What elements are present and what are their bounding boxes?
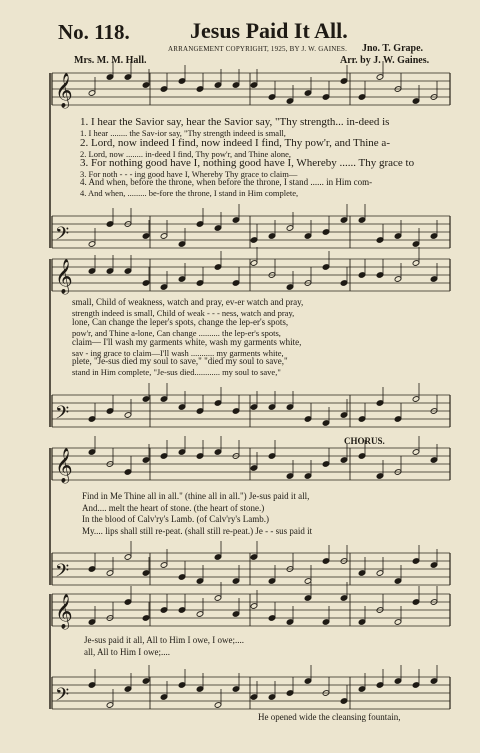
lyric-line: 2. Lord, now ........ in-deed I find, Thy pow'r, and Thine alone, xyxy=(80,149,291,159)
hymn-title: Jesus Paid It All. xyxy=(190,18,348,43)
bass-clef-icon: 𝄢 xyxy=(55,224,70,249)
lyric-line: plete, "Je-sus died my soul to save," "died my soul to save," xyxy=(72,356,288,366)
lyric-line: 3. For nothing good have I, nothing good have I, Whereby ...... Thy grace to xyxy=(80,157,415,169)
lyric-line: He opened wide the cleansing fountain, xyxy=(258,712,401,722)
lyric-line: 1. I hear the Savior say, hear the Savior say, "Thy strength... in-deed is xyxy=(80,116,390,128)
bass-clef-icon: 𝄢 xyxy=(55,561,70,586)
bass-clef-icon: 𝄢 xyxy=(55,685,70,710)
lyric-line: lone, Can change the leper's spots, change the lep-er's spots, xyxy=(72,317,289,327)
lyric-line: 1. I hear ........ the Sav-ior say, "Thy strength indeed is small, xyxy=(80,128,286,138)
composer-credit: Jno. T. Grape. xyxy=(362,43,424,54)
chorus-label: CHORUS. xyxy=(344,436,385,446)
lyric-line: Je-sus paid it all, All to Him I owe, I owe;.... xyxy=(84,635,244,645)
lyric-line: small, Child of weakness, watch and pray, ev-er watch and pray, xyxy=(72,297,304,307)
lyric-line: Find in Me Thine all in all." (thine all in all.") Je-sus paid it all, xyxy=(82,491,310,501)
lyric-line: sav - ing grace to claim—I'll wash ........... my garments white, xyxy=(72,348,284,358)
lyric-line: 4. And when, ......... be-fore the throne, I stand in Him complete, xyxy=(80,188,299,198)
treble-clef-icon: 𝄞 xyxy=(55,448,73,483)
copyright-notice: ARRANGEMENT COPYRIGHT, 1925, BY J. W. GAINES. xyxy=(168,45,348,53)
arranger-credit: Arr. by J. W. Gaines. xyxy=(340,55,430,66)
lyric-line: My.... lips shall still re-peat. (shall still re-peat.) Je - - sus paid it xyxy=(82,526,313,536)
treble-clef-icon: 𝄞 xyxy=(55,259,73,294)
lyric-line: claim— I'll wash my garments white, wash my garments white, xyxy=(72,337,302,347)
lyric-line: strength indeed is small, Child of weak - - - ness, watch and pray, xyxy=(72,308,295,318)
treble-clef-icon: 𝄞 xyxy=(55,594,73,629)
lyric-line: pow'r, and Thine a-lone, Can change .......... the lep-er's spots, xyxy=(72,328,281,338)
lyric-line: 3. For noth - - - ing good have I, Whereby Thy grace to claim— xyxy=(80,169,298,179)
lyricist-credit: Mrs. M. M. Hall. xyxy=(74,55,147,66)
lyric-line: In the blood of Calv'ry's Lamb. (of Calv'ry's Lamb.) xyxy=(82,514,269,524)
lyric-line: And.... melt the heart of stone. (the heart of stone.) xyxy=(82,503,265,513)
lyric-line: 2. Lord, now indeed I find, now indeed I find, Thy pow'r, and Thine a- xyxy=(80,137,390,149)
hymn-number: No. 118. xyxy=(58,20,130,44)
bass-clef-icon: 𝄢 xyxy=(55,403,70,428)
lyric-line: stand in Him complete, "Je-sus died............ my soul to save," xyxy=(72,367,281,377)
lyric-line: all, All to Him I owe;.... xyxy=(84,647,170,657)
lyric-line: 4. And when, before the throne, when before the throne, I stand ...... in Him com- xyxy=(80,177,373,187)
treble-clef-icon: 𝄞 xyxy=(55,73,73,108)
